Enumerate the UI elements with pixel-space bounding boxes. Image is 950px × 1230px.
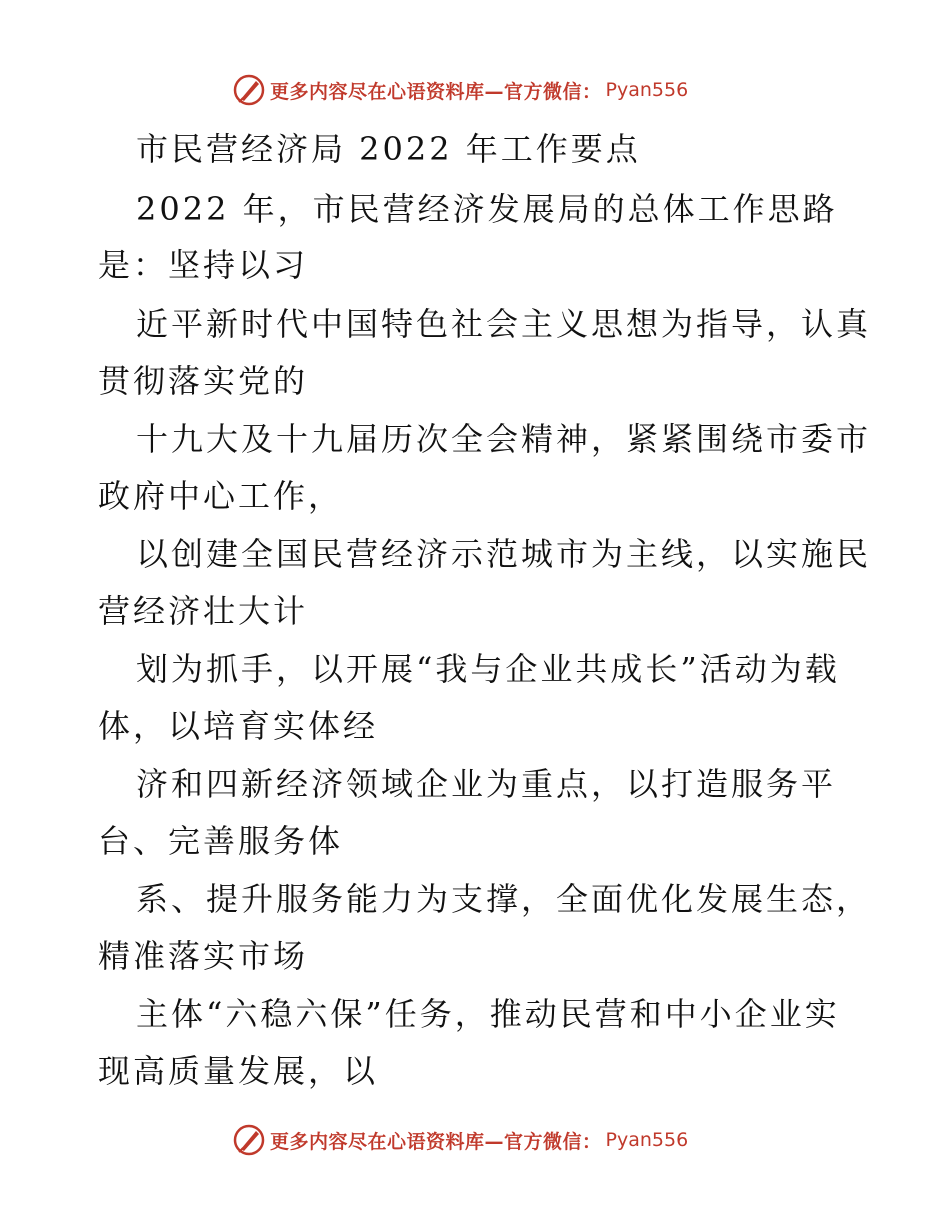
paragraph-line: 2022 年，市民营经济发展局的总体工作思路: [136, 190, 838, 228]
paragraph-line: 近平新时代中国特色社会主义思想为指导，认真: [136, 305, 872, 343]
quill-pen-icon: [232, 73, 266, 107]
paragraph-line: 是：坚持以习: [98, 246, 309, 284]
paragraph-line: 主体“六稳六保”任务，推动民营和中小企业实: [136, 995, 840, 1033]
footer-watermark: [232, 1122, 688, 1158]
watermark-text: 更多内容尽在心语资料库—官方微信：: [270, 1130, 602, 1153]
watermark-contact: Pyan556: [605, 79, 689, 101]
header-watermark: [232, 72, 688, 108]
paragraph-line: 政府中心工作，: [98, 477, 344, 515]
watermark-contact: Pyan556: [605, 1129, 689, 1151]
paragraph-line: 系、提升服务能力为支撑，全面优化发展生态，: [136, 880, 872, 918]
paragraph-line: 台、完善服务体: [98, 822, 344, 860]
paragraph-line: 现高质量发展，以: [98, 1052, 379, 1090]
paragraph-line: 济和四新经济领域企业为重点，以打造服务平: [136, 765, 837, 803]
paragraph-line: 十九大及十九届历次全会精神，紧紧围绕市委市: [136, 420, 872, 458]
quill-pen-icon: [232, 1123, 266, 1157]
paragraph-line: 精准落实市场: [98, 937, 309, 975]
paragraph-line: 贯彻落实党的: [98, 362, 309, 400]
paragraph-line: 体，以培育实体经: [98, 707, 379, 745]
paragraph-line: 营经济壮大计: [98, 592, 309, 630]
document-title: 市民营经济局 2022 年工作要点: [136, 130, 641, 168]
paragraph-line: 以创建全国民营经济示范城市为主线，以实施民: [136, 535, 872, 573]
paragraph-line: 划为抓手，以开展“我与企业共成长”活动为载: [136, 650, 840, 688]
watermark-text: 更多内容尽在心语资料库—官方微信：: [270, 80, 602, 103]
